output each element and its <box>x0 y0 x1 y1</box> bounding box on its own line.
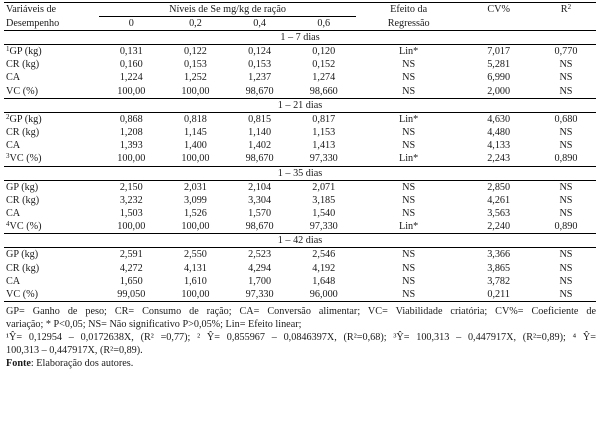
value-level-0-4: 0,124 <box>248 46 272 58</box>
value-level-0: 100,00 <box>99 85 163 99</box>
regression-effect: NS <box>402 249 416 261</box>
value-level-0-2: 1,252 <box>183 72 207 84</box>
variable-label <box>4 112 99 126</box>
source-note <box>4 357 596 370</box>
variable-name: CA <box>6 140 21 152</box>
value-level-0-2: 2,031 <box>183 181 207 193</box>
value-level-0-6: 1,540 <box>312 207 336 219</box>
value-level-0-6: 2,071 <box>312 181 336 193</box>
value-level-0-4: 1,402 <box>248 140 272 152</box>
cv-value: 6,990 <box>487 72 511 84</box>
variable-name: CR (kg) <box>6 59 40 71</box>
value-level-0-2: 4,131 <box>183 262 207 274</box>
value-level-0-4: 2,523 <box>248 249 272 261</box>
variable-name: GP (kg) <box>9 46 42 58</box>
cv-value: 2,240 <box>461 220 536 234</box>
notes-line-3: ¹Ŷ= 0,12954 – 0,0172638X, (R² =0,77); ² Ŷ= 0,855967 – 0,0846397X, (R²=0,68); ³Ŷ= 100,313 – 0,447917X, (R²=0,89); ⁴ Ŷ= <box>6 332 596 343</box>
value-level-0-6: 0,152 <box>312 59 336 71</box>
value-level-0-2: 0,818 <box>183 113 207 125</box>
cv-value: 4,133 <box>487 140 511 152</box>
r2-value: NS <box>559 59 573 71</box>
value-level-0-4: 97,330 <box>228 288 292 302</box>
variable-label <box>4 58 99 71</box>
header-variables: Variáveis de <box>4 3 99 17</box>
value-level-0: 2,591 <box>119 249 143 261</box>
header-level-0-6: 0,6 <box>292 17 356 31</box>
period-row <box>4 98 596 112</box>
value-level-0-4: 98,670 <box>228 220 292 234</box>
regression-effect: NS <box>402 194 416 206</box>
value-level-0: 1,650 <box>119 275 143 287</box>
period-row <box>4 234 596 248</box>
value-level-0-2: 1,400 <box>183 140 207 152</box>
value-level-0-6: 1,648 <box>312 275 336 287</box>
table-header <box>4 3 596 31</box>
value-level-0: 100,00 <box>99 152 163 166</box>
table-row <box>4 139 596 152</box>
r2-value: 0,890 <box>536 220 596 234</box>
value-level-0-4: 3,304 <box>248 194 272 206</box>
r2-value: NS <box>559 194 573 206</box>
value-level-0: 0,160 <box>119 59 143 71</box>
period-row <box>4 166 596 180</box>
header-levels-title: Níveis de Se mg/kg de ração <box>99 3 356 17</box>
table-row <box>4 194 596 207</box>
value-level-0-6: 0,817 <box>312 113 336 125</box>
variable-name: GP (kg) <box>6 181 39 193</box>
value-level-0-6: 2,546 <box>312 249 336 261</box>
variable-label <box>4 45 99 59</box>
value-level-0-4: 2,104 <box>248 181 272 193</box>
regression-effect: NS <box>402 262 416 274</box>
header-cv-spacer <box>461 17 536 31</box>
header-effect: Efeito da <box>356 3 462 17</box>
cv-value: 2,000 <box>461 85 536 99</box>
regression-effect: NS <box>402 181 416 193</box>
variable-label <box>4 126 99 139</box>
cv-value: 4,261 <box>487 194 511 206</box>
value-level-0-6: 4,192 <box>312 262 336 274</box>
variable-name: VC (%) <box>6 288 38 300</box>
r2-value: NS <box>559 140 573 152</box>
r2-value: NS <box>559 181 573 193</box>
table-row <box>4 112 596 126</box>
table-row <box>4 207 596 220</box>
value-level-0-2: 100,00 <box>163 288 227 302</box>
value-level-0-4: 98,670 <box>228 85 292 99</box>
value-level-0-2: 1,526 <box>183 207 207 219</box>
table-body <box>4 31 596 302</box>
period-row <box>4 31 596 45</box>
value-level-0: 0,131 <box>119 46 143 58</box>
value-level-0-6: 97,330 <box>292 152 356 166</box>
value-level-0-4: 1,700 <box>248 275 272 287</box>
regression-effect: NS <box>402 127 416 139</box>
variable-name: CR (kg) <box>6 194 40 206</box>
header-level-0-2: 0,2 <box>163 17 227 31</box>
regression-effect: NS <box>402 140 416 152</box>
table-row <box>4 85 596 99</box>
value-level-0-2: 2,550 <box>183 249 207 261</box>
r2-value: NS <box>559 275 573 287</box>
notes-line-2: variação; * P<0,05; NS= Não significativo P>0,05%; Lin= Efeito linear; <box>6 319 302 330</box>
value-level-0-6: 0,120 <box>312 46 336 58</box>
variable-name: CR (kg) <box>6 127 40 139</box>
variable-label <box>4 275 99 288</box>
regression-effect: NS <box>402 59 416 71</box>
cv-value: 3,563 <box>487 207 511 219</box>
variable-label <box>4 180 99 194</box>
regression-effect: NS <box>356 288 462 302</box>
table-row <box>4 126 596 139</box>
r2-value: 0,680 <box>554 113 578 125</box>
value-level-0-2: 100,00 <box>163 152 227 166</box>
cv-value: 3,865 <box>487 262 511 274</box>
value-level-0-2: 1,145 <box>183 127 207 139</box>
footnote-marker: 3 <box>6 152 10 161</box>
table-row <box>4 45 596 59</box>
source-label: Fonte <box>6 358 31 369</box>
variable-label <box>4 139 99 152</box>
regression-effect: NS <box>402 207 416 219</box>
table-row <box>4 288 596 302</box>
table-row <box>4 58 596 71</box>
cv-value: 2,850 <box>487 181 511 193</box>
r2-value: NS <box>536 85 596 99</box>
table-row <box>4 248 596 262</box>
value-level-0-4: 0,153 <box>248 59 272 71</box>
r2-value: NS <box>559 249 573 261</box>
regression-effect: NS <box>356 85 462 99</box>
value-level-0-2: 1,610 <box>183 275 207 287</box>
variable-label <box>4 152 99 166</box>
variable-name: VC (%) <box>9 153 42 165</box>
variable-name: CA <box>6 207 21 219</box>
table-row <box>4 71 596 84</box>
source-text: : Elaboração dos autores. <box>30 358 134 369</box>
footnote-marker: 1 <box>6 45 10 54</box>
value-level-0: 1,503 <box>119 207 143 219</box>
value-level-0-4: 1,570 <box>248 207 272 219</box>
r2-value: NS <box>559 127 573 139</box>
value-level-0-6: 98,660 <box>292 85 356 99</box>
period-label: 1 – 42 dias <box>4 234 596 248</box>
value-level-0-2: 0,122 <box>183 46 207 58</box>
value-level-0: 3,232 <box>119 194 143 206</box>
cv-value: 4,480 <box>487 127 511 139</box>
variable-label <box>4 248 99 262</box>
r2-value: NS <box>536 288 596 302</box>
header-effect-line2: Regressão <box>356 17 462 31</box>
variable-name: VC (%) <box>6 85 38 97</box>
results-table-container <box>4 0 596 370</box>
table-row <box>4 275 596 288</box>
cv-value: 5,281 <box>487 59 511 71</box>
variable-name: GP (kg) <box>9 113 42 125</box>
value-level-0-4: 1,140 <box>248 127 272 139</box>
cv-value: 0,211 <box>461 288 536 302</box>
header-variables-line2: Desempenho <box>4 17 99 31</box>
value-level-0: 1,224 <box>119 72 143 84</box>
header-level-0: 0 <box>99 17 163 31</box>
variable-name: GP (kg) <box>6 249 39 261</box>
performance-table <box>4 2 596 302</box>
regression-effect: Lin* <box>356 220 462 234</box>
value-level-0: 99,050 <box>99 288 163 302</box>
cv-value: 3,782 <box>487 275 511 287</box>
value-level-0: 4,272 <box>119 262 143 274</box>
table-row <box>4 152 596 166</box>
value-level-0-6: 1,274 <box>312 72 336 84</box>
notes-line-1: GP= Ganho de peso; CR= Consumo de ração; CA= Conversão alimentar; VC= Viabilidade criatória; CV%= Coeficiente de <box>6 306 596 317</box>
value-level-0-2: 100,00 <box>163 220 227 234</box>
header-r2: $R^2$ <box>536 3 596 17</box>
notes-line-4: 100,313 – 0,447917X, (R²=0,89). <box>6 345 143 356</box>
variable-label <box>4 220 99 234</box>
variable-name: VC (%) <box>9 221 42 233</box>
regression-effect: Lin* <box>399 113 419 125</box>
variable-label <box>4 71 99 84</box>
value-level-0-6: 96,000 <box>292 288 356 302</box>
footnote-marker: 4 <box>6 220 10 229</box>
value-level-0-6: 3,185 <box>312 194 336 206</box>
r2-value: 0,770 <box>554 46 578 58</box>
value-level-0: 1,208 <box>119 127 143 139</box>
value-level-0-4: 98,670 <box>228 152 292 166</box>
header-level-0-4: 0,4 <box>228 17 292 31</box>
regression-effect: NS <box>402 72 416 84</box>
value-level-0-6: 1,413 <box>312 140 336 152</box>
variable-label <box>4 85 99 99</box>
table-row <box>4 180 596 194</box>
regression-effect: Lin* <box>356 152 462 166</box>
r2-value: 0,890 <box>536 152 596 166</box>
cv-value: 7,017 <box>487 46 511 58</box>
variable-label <box>4 288 99 302</box>
regression-effect: Lin* <box>399 46 419 58</box>
regression-effect: NS <box>402 275 416 287</box>
variable-label <box>4 207 99 220</box>
footnote-marker: 2 <box>6 112 10 121</box>
value-level-0-4: 1,237 <box>248 72 272 84</box>
r2-value: NS <box>559 72 573 84</box>
value-level-0-2: 0,153 <box>183 59 207 71</box>
r2-value: NS <box>559 207 573 219</box>
value-level-0: 1,393 <box>119 140 143 152</box>
table-row <box>4 220 596 234</box>
period-label: 1 – 35 dias <box>4 166 596 180</box>
variable-label <box>4 194 99 207</box>
cv-value: 3,366 <box>487 249 511 261</box>
variable-label <box>4 261 99 274</box>
value-level-0: 0,868 <box>119 113 143 125</box>
value-level-0: 100,00 <box>99 220 163 234</box>
variable-name: CA <box>6 275 21 287</box>
header-cv: CV% <box>461 3 536 17</box>
cv-value: 4,630 <box>487 113 511 125</box>
table-notes <box>4 305 596 370</box>
value-level-0-2: 100,00 <box>163 85 227 99</box>
header-r2-spacer <box>536 17 596 31</box>
variable-name: CA <box>6 72 21 84</box>
period-label: 1 – 7 dias <box>4 31 596 45</box>
value-level-0-6: 1,153 <box>312 127 336 139</box>
value-level-0: 2,150 <box>119 181 143 193</box>
table-row <box>4 261 596 274</box>
period-label: 1 – 21 dias <box>4 98 596 112</box>
value-level-0-4: 0,815 <box>248 113 272 125</box>
r2-value: NS <box>559 262 573 274</box>
value-level-0-4: 4,294 <box>248 262 272 274</box>
cv-value: 2,243 <box>461 152 536 166</box>
value-level-0-2: 3,099 <box>183 194 207 206</box>
value-level-0-6: 97,330 <box>292 220 356 234</box>
variable-name: CR (kg) <box>6 262 40 274</box>
